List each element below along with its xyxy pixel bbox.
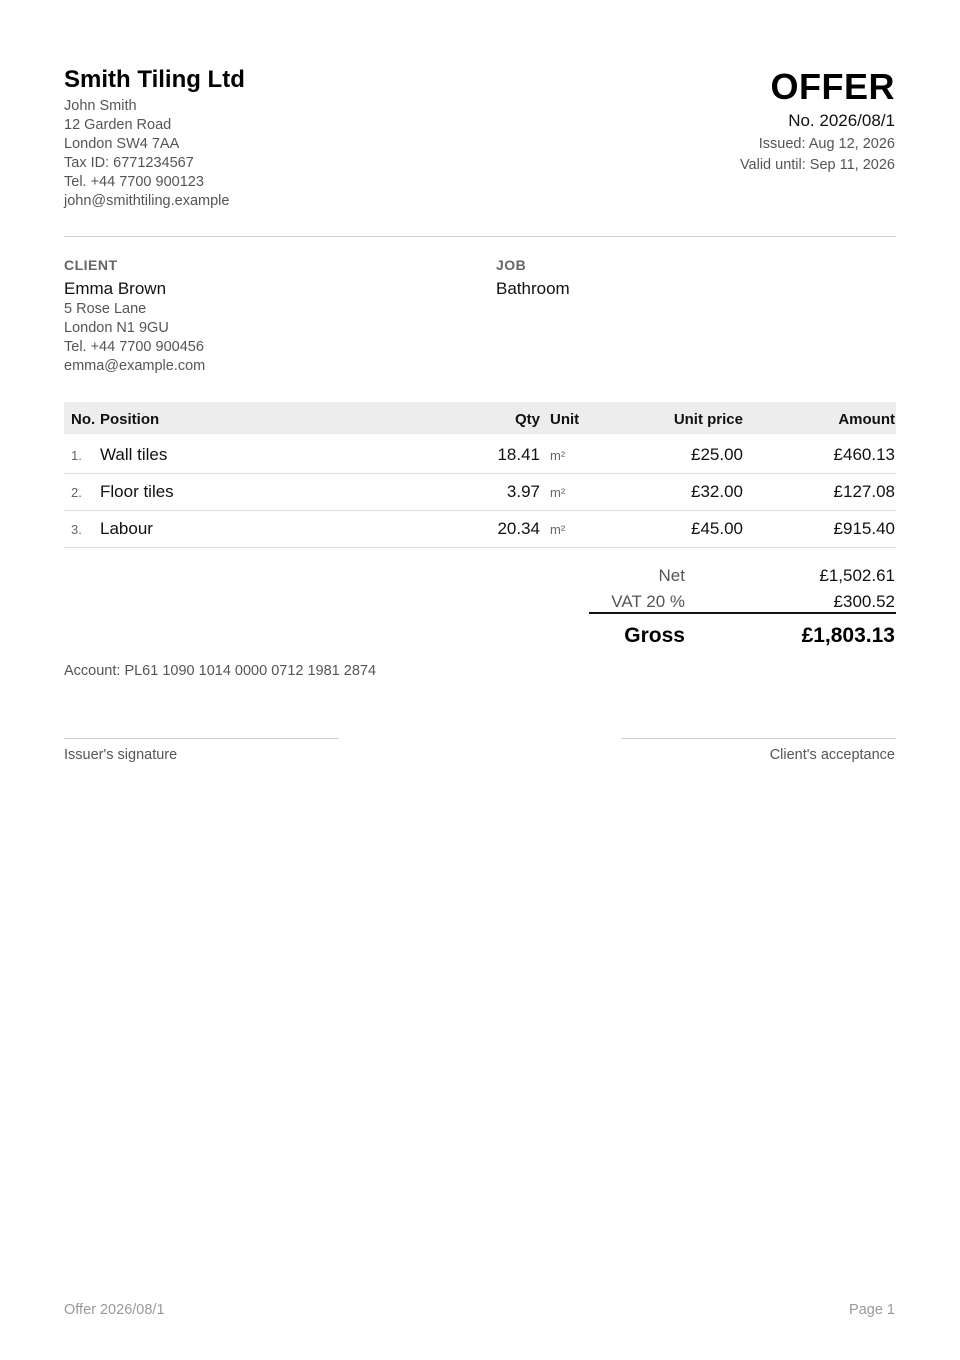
issuer-name: Smith Tiling Ltd	[64, 66, 245, 93]
net-label: Net	[658, 566, 685, 585]
items-table-header	[64, 402, 896, 434]
client-label: CLIENT	[64, 257, 118, 273]
table-row	[64, 510, 896, 548]
client-name: Emma Brown	[64, 279, 167, 298]
row-position: Wall tiles	[100, 445, 168, 464]
row-position: Labour	[100, 519, 153, 538]
issued-date: Issued: Aug 12, 2026	[758, 136, 895, 152]
header-qty: Qty	[514, 411, 540, 428]
gross-value: £1,803.13	[801, 624, 895, 647]
row-unit-price: £32.00	[691, 482, 743, 501]
row-qty: 3.97	[506, 482, 540, 501]
client-phone: Tel. +44 7700 900456	[64, 339, 204, 355]
issuer-email: john@smithtiling.example	[64, 193, 230, 209]
vat-value: £300.52	[833, 592, 895, 611]
row-amount: £127.08	[833, 482, 895, 501]
footer-document-ref: Offer 2026/08/1	[64, 1302, 165, 1318]
issuer-signature-label: Issuer's signature	[64, 747, 178, 763]
client-acceptance-line	[621, 738, 896, 739]
table-row	[64, 473, 896, 511]
row-unit-price: £45.00	[691, 519, 743, 538]
totals-divider	[589, 612, 896, 614]
client-acceptance-label: Client's acceptance	[769, 747, 895, 763]
issuer-street: 12 Garden Road	[64, 117, 172, 133]
document-type-title: OFFER	[770, 66, 895, 107]
client-street: 5 Rose Lane	[64, 301, 147, 317]
row-unit: m²	[550, 485, 566, 500]
client-city: London N1 9GU	[64, 320, 169, 336]
row-number: 3.	[71, 522, 82, 537]
row-number: 2.	[71, 485, 82, 500]
client-email: emma@example.com	[64, 358, 206, 374]
client-details	[64, 300, 205, 376]
gross-label: Gross	[624, 624, 685, 647]
header-no: No.	[71, 411, 96, 428]
header-divider	[64, 236, 896, 237]
issuer-city: London SW4 7AA	[64, 136, 180, 152]
row-qty: 20.34	[497, 519, 540, 538]
issuer-details	[64, 97, 229, 211]
net-value: £1,502.61	[819, 566, 895, 585]
table-row	[64, 436, 896, 474]
header-position: Position	[100, 411, 160, 428]
row-amount: £915.40	[833, 519, 895, 538]
valid-until-date: Valid until: Sep 11, 2026	[739, 157, 895, 173]
row-unit: m²	[550, 522, 566, 537]
job-value: Bathroom	[496, 279, 570, 298]
bank-account: Account: PL61 1090 1014 0000 0712 1981 2874	[64, 663, 377, 679]
issuer-phone: Tel. +44 7700 900123	[64, 174, 204, 190]
header-unit: Unit	[550, 411, 580, 428]
header-amount: Amount	[838, 411, 895, 428]
document-number: No. 2026/08/1	[788, 111, 895, 130]
issuer-contact-person: John Smith	[64, 98, 137, 114]
vat-label: VAT 20 %	[611, 592, 685, 611]
job-label: JOB	[496, 257, 527, 273]
row-unit-price: £25.00	[691, 445, 743, 464]
row-qty: 18.41	[497, 445, 540, 464]
issuer-signature-line	[64, 738, 339, 739]
footer-page-number: Page 1	[849, 1302, 895, 1318]
row-unit: m²	[550, 448, 566, 463]
header-unit-price: Unit price	[673, 411, 743, 428]
row-number: 1.	[71, 448, 82, 463]
row-amount: £460.13	[833, 445, 895, 464]
row-position: Floor tiles	[100, 482, 174, 501]
issuer-tax-id: Tax ID: 6771234567	[64, 155, 194, 171]
